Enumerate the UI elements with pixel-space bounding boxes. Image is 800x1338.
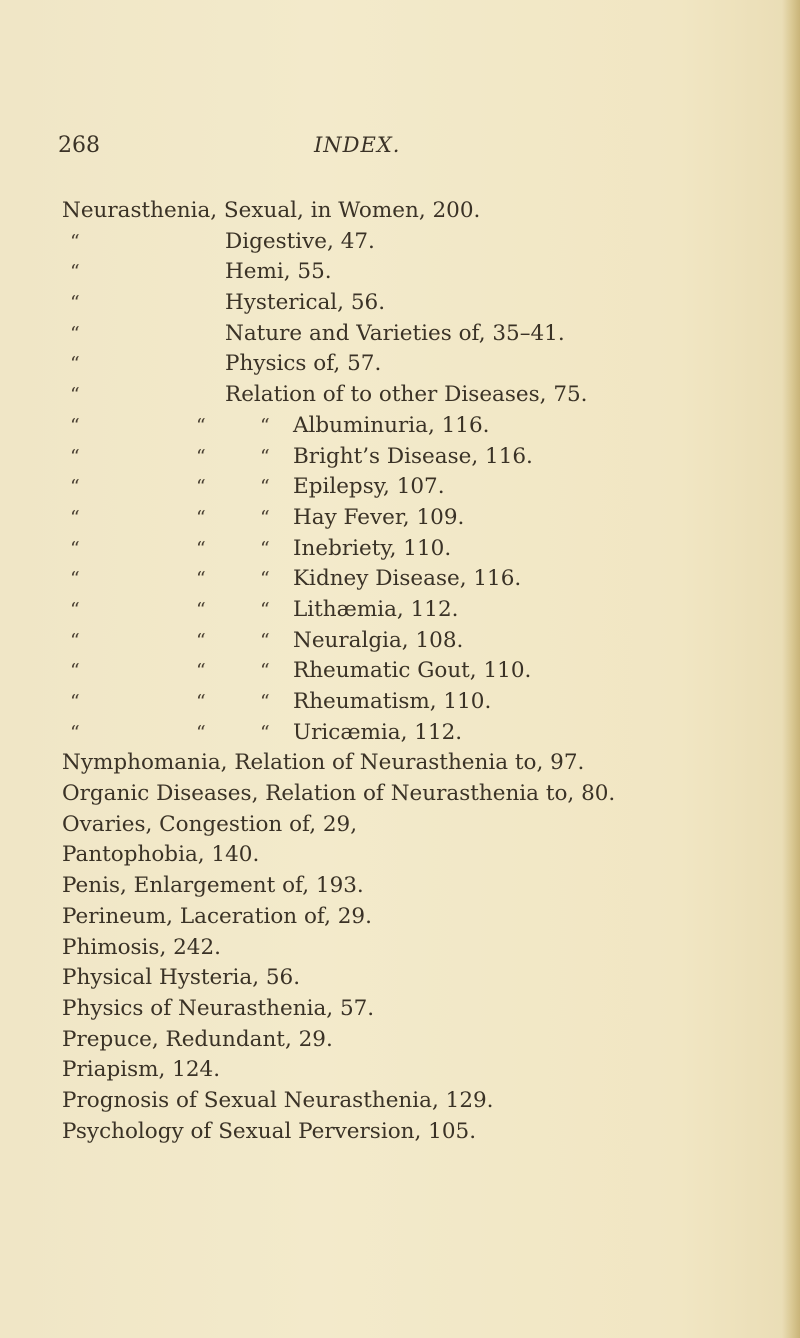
entry-text: Digestive, 47.: [225, 228, 375, 254]
ditto-mark: “: [260, 721, 270, 744]
index-entry: [62, 595, 762, 626]
ditto-mark: “: [70, 506, 80, 529]
ditto-mark: “: [196, 445, 206, 468]
ditto-mark: “: [196, 660, 206, 683]
entry-text: Priapism, 124.: [62, 1057, 221, 1083]
index-entry: [62, 380, 762, 411]
ditto-mark: “: [260, 476, 270, 499]
entry-text: Perineum, Laceration of, 29.: [62, 903, 372, 929]
index-entry: [62, 1025, 762, 1056]
ditto-mark: “: [196, 721, 206, 744]
entry-text: Epilepsy, 107.: [293, 474, 445, 500]
index-entry: [62, 840, 762, 871]
page-header: [58, 133, 720, 173]
ditto-mark: “: [260, 506, 270, 529]
entry-text: Hay Fever, 109.: [293, 504, 465, 530]
ditto-mark: “: [196, 506, 206, 529]
ditto-mark: “: [196, 598, 206, 621]
index-entry: [62, 534, 762, 565]
index-entry: [62, 748, 762, 779]
entry-text: Rheumatic Gout, 110.: [293, 658, 532, 684]
ditto-mark: “: [70, 660, 80, 683]
ditto-mark: “: [196, 537, 206, 560]
ditto-mark: “: [196, 629, 206, 652]
entry-text: Albuminuria, 116.: [293, 412, 490, 438]
entry-text: Prognosis of Sexual Neurasthenia, 129.: [62, 1087, 494, 1113]
entry-text: Organic Diseases, Relation of Neurasthenia to, 80.: [62, 781, 616, 807]
ditto-mark: “: [70, 629, 80, 652]
index-entry: [62, 963, 762, 994]
ditto-mark: “: [70, 721, 80, 744]
ditto-mark: “: [70, 322, 80, 345]
index-entry: [62, 1055, 762, 1086]
index-entry: [62, 503, 762, 534]
index-entry: [62, 257, 762, 288]
index-entry: [62, 779, 762, 810]
index-entry: [62, 319, 762, 350]
index-entry: [62, 227, 762, 258]
index-entry: [62, 288, 762, 319]
entry-text: Phimosis, 242.: [62, 934, 222, 960]
entry-text: Kidney Disease, 116.: [293, 566, 522, 592]
ditto-mark: “: [70, 384, 80, 407]
ditto-mark: “: [260, 568, 270, 591]
ditto-mark: “: [196, 691, 206, 713]
entry-text: Prepuce, Redundant, 29.: [62, 1026, 333, 1052]
index-entry: [62, 810, 762, 841]
index-entries: [62, 196, 762, 1147]
ditto-mark: “: [70, 414, 80, 437]
entry-text: Neurasthenia, Sexual, in Women, 200.: [62, 198, 481, 223]
ditto-mark: “: [70, 598, 80, 621]
index-entry: [62, 196, 762, 227]
entry-text: Physical Hysteria, 56.: [62, 965, 301, 991]
entry-text: Neuralgia, 108.: [293, 627, 464, 653]
index-entry: [62, 1086, 762, 1117]
entry-text: Penis, Enlargement of, 193.: [62, 873, 364, 899]
ditto-mark: “: [70, 261, 80, 284]
index-entry: [62, 411, 762, 442]
index-entry: [62, 1117, 762, 1148]
ditto-mark: “: [260, 660, 270, 683]
index-entry: [62, 472, 762, 503]
ditto-mark: “: [70, 292, 80, 315]
ditto-mark: “: [260, 598, 270, 621]
ditto-mark: “: [196, 476, 206, 499]
entry-text: Inebriety, 110.: [293, 535, 452, 561]
index-entry: [62, 564, 762, 595]
ditto-mark: “: [70, 691, 80, 713]
ditto-mark: “: [70, 537, 80, 560]
index-entry: [62, 349, 762, 380]
entry-text: Rheumatism, 110.: [293, 689, 492, 714]
index-entry: [62, 656, 762, 687]
ditto-mark: “: [260, 445, 270, 468]
entry-text: Physics of Neurasthenia, 57.: [62, 995, 375, 1021]
ditto-mark: “: [70, 568, 80, 591]
ditto-mark: “: [70, 445, 80, 468]
ditto-mark: “: [70, 476, 80, 499]
index-entry: [62, 442, 762, 473]
entry-text: Nymphomania, Relation of Neurasthenia to, 97.: [62, 750, 585, 776]
index-entry: [62, 902, 762, 933]
entry-text: Relation of to other Diseases, 75.: [225, 382, 588, 408]
entry-text: Bright’s Disease, 116.: [293, 443, 533, 469]
index-entry: [62, 718, 762, 749]
index-entry: [62, 871, 762, 902]
entry-text: Hysterical, 56.: [225, 290, 386, 316]
entry-text: Psychology of Sexual Perversion, 105.: [62, 1118, 477, 1144]
ditto-mark: “: [70, 353, 80, 376]
entry-text: Physics of, 57.: [225, 351, 382, 377]
ditto-mark: “: [260, 537, 270, 560]
entry-text: Nature and Varieties of, 35–41.: [225, 320, 565, 346]
index-entry: [62, 626, 762, 657]
index-entry: [62, 687, 762, 718]
ditto-mark: “: [70, 230, 80, 253]
entry-text: Hemi, 55.: [225, 259, 332, 285]
page-edge: [782, 0, 800, 1338]
entry-text: Lithæmia, 112.: [293, 596, 459, 622]
entry-text: Ovaries, Congestion of, 29,: [62, 811, 358, 837]
running-title: INDEX.: [314, 133, 401, 157]
index-entry: [62, 933, 762, 964]
page-number: 268: [58, 133, 100, 158]
index-entry: [62, 994, 762, 1025]
ditto-mark: “: [260, 691, 270, 713]
ditto-mark: “: [260, 629, 270, 652]
ditto-mark: “: [196, 414, 206, 437]
ditto-mark: “: [196, 568, 206, 591]
ditto-mark: “: [260, 414, 270, 437]
entry-text: Uricæmia, 112.: [293, 719, 463, 745]
entry-text: Pantophobia, 140.: [62, 842, 260, 868]
